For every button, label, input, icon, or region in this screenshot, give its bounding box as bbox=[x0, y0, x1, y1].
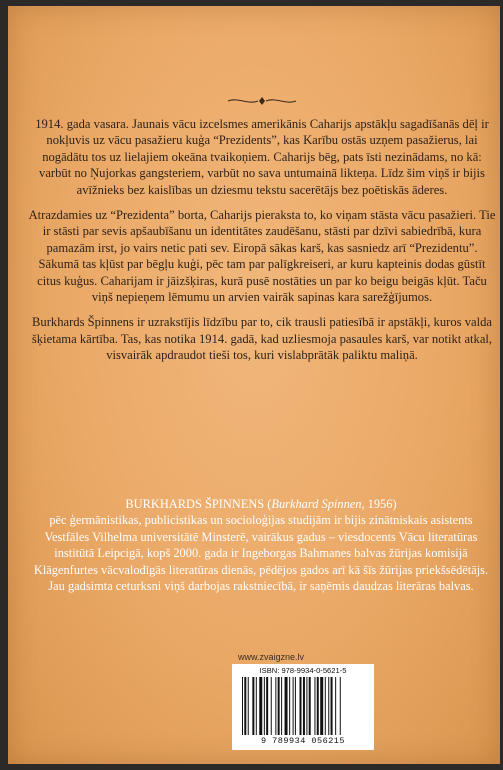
barcode-label bbox=[232, 664, 374, 750]
barcode-bar bbox=[285, 677, 288, 735]
barcode-bar bbox=[252, 677, 254, 735]
barcode-bar bbox=[264, 677, 265, 735]
back-cover bbox=[8, 6, 500, 764]
barcode-bar bbox=[244, 677, 246, 735]
barcode-bar bbox=[300, 677, 302, 735]
blurb-paragraph: Burkhards Špinnens ir uzrakstījis līdzību par to, cik trausli patiesībā ir apstākļi, kuros valda šķietama kārtība. Tas, kas notika 1914. gadā, kad uzliesmoja pasaules karš, var notikt atkal, visvairāk apdraudot tieši tos, kuri vislabprātāk paliktu maliņā. bbox=[31, 315, 493, 363]
barcode-bar bbox=[248, 677, 249, 735]
barcode-bar bbox=[278, 677, 280, 735]
barcode-bar bbox=[271, 677, 272, 735]
barcode-bar bbox=[275, 677, 276, 735]
barcode-bar bbox=[293, 677, 294, 735]
barcode-bar bbox=[309, 677, 311, 735]
barcode-bar bbox=[331, 677, 333, 735]
author-bio-text: pēc ģermānistikas, publicistikas un socioloģijas studijām ir bijis zinātniskais asistents Vestfāles Vilhelma universitātē Minsterē, vairākus gadus – viesdocents Vācu literatūras institūtā Leipcigā, kopš 2000. gada ir Ingeborgas Bahmanes balvas žūrijas komisijā Klāgenfurtes vācvalodīgās literatūras dienās, pēdējos gados arī kā šīs žūrijas priekšsēdētājs. Jau gadsimta ceturksni viņš darbojas rakstniecībā, ir saņēmis daudzas literāras balvas. bbox=[33, 513, 489, 594]
barcode-bar bbox=[314, 677, 315, 735]
barcode-bar bbox=[325, 677, 326, 735]
barcode-bar bbox=[266, 677, 268, 735]
barcode-bar bbox=[256, 677, 257, 735]
barcode-bar bbox=[320, 677, 323, 735]
publisher-website: www.zvaigzne.lv bbox=[238, 652, 305, 662]
blurb-paragraph: Atrazdamies uz “Prezidenta” borta, Caharijs pieraksta to, ko viņam stāsta vācu pasažieri. Tie ir stāsti par sevis apšaubīšanu un identitātes zaudēšanu, stāsti par dzīvi sabiedrībā, kura pamazām irst, jo vairs netic pati sev. Eiropā sākas karš, kas sasniedz arī “Prezidentu”. Sākumā tas kļūst par bēgļu kuģi, pēc tam par palīgkreiseri, ar kuru kapteinis dodas gūstīt citus kuģus. Caharijam ir jāizšķiras, kurā pusē nostāties un par ko beigu beigās kļūt. Taču viņš nepieņem lēmumu un arvien vairāk sapinas kara sarežģījumos. bbox=[28, 208, 496, 305]
barcode-bar bbox=[340, 677, 341, 735]
barcode-bar bbox=[335, 677, 336, 735]
barcode-digits: 9 789934 056215 bbox=[260, 736, 345, 746]
blurb-paragraph: 1914. gada vasara. Jaunais vācu izcelsmes amerikānis Caharijs apstākļu sagadīšanās dēļ ir nokļuvis uz vācu pasažieru kuģa “Prezidents”, kas Karību ostās uzņem pasažierus, lai nogādātu tos uz lielajiem okeāna tvaikoņiem. Caharijs bēg, pats īsti nezinādams, no kā: varbūt no Ņujorkas gangsteriem, varbūt no sava untumainā likteņa. Līdz šim viņš ir bijis avīžnieks bez kaislības un dziesmu tekstu sacerētājs bez poētiskās āderes. bbox=[35, 117, 489, 197]
author-bio bbox=[30, 496, 492, 594]
barcode-icon bbox=[242, 677, 368, 735]
barcode-bar bbox=[295, 677, 296, 735]
author-heading: BURKHARDS ŠPINNENS (Burkhard Spinnen, 1956) bbox=[125, 497, 397, 511]
barcode-bar bbox=[306, 677, 307, 735]
author-name: BURKHARDS ŠPINNENS bbox=[125, 497, 265, 511]
barcode-bar bbox=[242, 677, 243, 735]
barcode-bar bbox=[317, 677, 319, 735]
barcode-bar bbox=[281, 677, 282, 735]
author-original-name: Burkhard Spinnen bbox=[271, 497, 362, 511]
ornament-divider-icon bbox=[226, 94, 298, 108]
isbn-text: ISBN: 978-9934-0-5621-5 bbox=[259, 666, 347, 675]
barcode-bar bbox=[289, 677, 290, 735]
barcode-bar bbox=[259, 677, 262, 735]
barcode-bar bbox=[303, 677, 305, 735]
author-birth-year: , 1956) bbox=[361, 497, 397, 511]
book-blurb bbox=[28, 116, 496, 373]
barcode-bar bbox=[328, 677, 329, 735]
